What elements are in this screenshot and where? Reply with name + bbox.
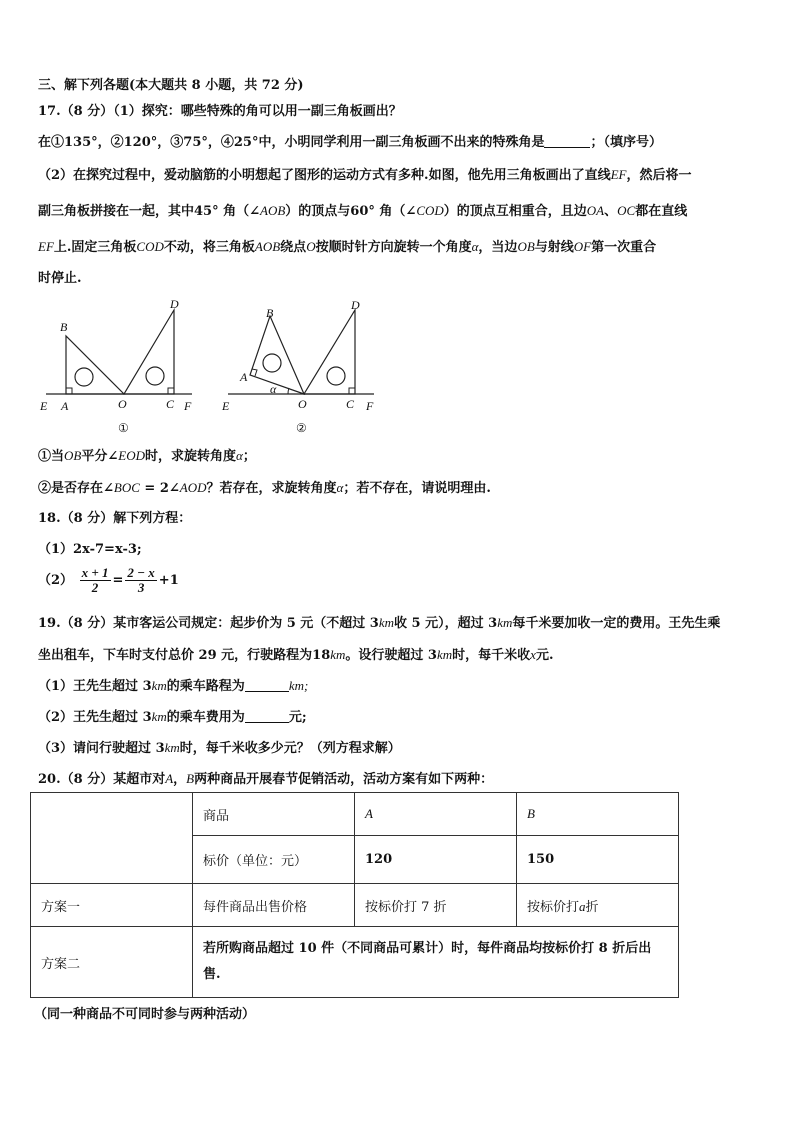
text: 。设行驶超过 3: [345, 648, 437, 663]
q19-part1: [38, 677, 308, 696]
q17-part1-tail: ；（填序号）: [590, 135, 662, 150]
fraction-left: [80, 566, 111, 595]
unit-km: km: [497, 615, 513, 630]
var-alpha: α: [471, 239, 479, 254]
var-of: OF: [573, 239, 592, 254]
q18-eq2: [38, 566, 179, 596]
q19-part2: [38, 708, 307, 727]
figure-1: [36, 296, 200, 436]
plan2-desc-line2: 售.: [203, 967, 221, 982]
label-e: E: [222, 399, 230, 413]
var-ef: EF: [38, 239, 54, 254]
text: ②是否存在∠: [38, 481, 114, 496]
label-f: F: [184, 399, 192, 413]
q17-part1: [38, 134, 662, 152]
label-a: A: [240, 370, 248, 384]
table-cell: 标价（单位：元）: [193, 836, 355, 884]
q17-part2-line3: [38, 238, 656, 257]
var-eod: EOD: [118, 448, 145, 463]
triangle-hole: [146, 367, 164, 385]
unit-km: km: [436, 647, 453, 662]
eq-label: （2）: [38, 573, 74, 588]
q17-sub2: [38, 479, 491, 498]
unit-km: km;: [288, 678, 309, 693]
q17-intro: 17.（8 分）（1）探究：哪些特殊的角可以用一副三角板画出？: [38, 104, 402, 119]
var-cod: COD: [136, 239, 164, 254]
q18-intro: 18.（8 分）解下列方程：: [38, 511, 192, 526]
label-b: B: [266, 306, 274, 320]
denominator: 3: [137, 580, 145, 595]
text: ）的顶点与60° 角（∠: [285, 204, 417, 219]
unit-km: km: [330, 647, 346, 662]
text: 坐出租车，下车时支付总价 29 元，行驶路程为18: [38, 648, 331, 663]
text: 第一次重合: [591, 240, 657, 255]
q20-intro: [38, 770, 493, 789]
text: 时，每千米收多少元？（列方程求解）: [179, 741, 401, 756]
table-cell-empty: [31, 793, 193, 884]
var-alpha: α: [336, 480, 344, 495]
equals-sign: =: [112, 573, 124, 588]
text: 的乘车路程为: [166, 679, 245, 694]
unit-km: km: [151, 678, 167, 693]
label-c: C: [166, 397, 175, 411]
var-alpha: α: [236, 448, 243, 463]
answer-blank: [245, 710, 289, 723]
unit-km: km: [164, 740, 180, 755]
q17-part1-text: 在①135°，②120°，③75°，④25°中，小明同学利用一副三角板画不出来的特殊角是: [38, 135, 545, 150]
text: 上.固定三角板: [53, 240, 137, 255]
goods-b: B: [527, 806, 535, 821]
plan2-desc-line1: 若所购商品超过 10 件（不同商品可累计）时，每件商品均按标价打 8 折后出: [203, 941, 652, 956]
text: 、: [604, 204, 618, 219]
table-cell: 方案一: [31, 884, 193, 927]
answer-blank: [245, 679, 289, 692]
right-angle-mark: [66, 388, 72, 394]
triangle-aob: [66, 336, 124, 394]
table-row: [31, 793, 679, 836]
var-a-discount: a: [579, 898, 586, 914]
triangle-hole: [75, 368, 93, 386]
text: 按顺时针方向旋转一个角度: [315, 240, 472, 255]
q18-eq1: （1）2x-7=x-3;: [38, 542, 142, 557]
text: （2）王先生超过 3: [38, 710, 152, 725]
q17-sub1: [38, 447, 256, 466]
numerator: x + 1: [81, 565, 109, 580]
text: 绕点: [280, 240, 307, 255]
text: 每千米要加收一定的费用。王先生乘: [512, 616, 721, 631]
numerator: 2 − x: [127, 565, 155, 580]
text: ，然后将一: [626, 168, 692, 183]
text: 收 5 元），超过 3: [394, 616, 498, 631]
var-ob: OB: [517, 239, 535, 254]
text: 与射线: [534, 240, 574, 255]
var-x: x: [530, 647, 536, 662]
label-o: O: [298, 397, 307, 411]
fraction-right: [125, 566, 156, 595]
text: 19.（8 分）某市客运公司规定：起步价为 5 元（不超过 3: [38, 616, 379, 631]
q20-note: （同一种商品不可同时参与两种活动）: [34, 1007, 256, 1022]
text: = 2∠: [139, 481, 180, 496]
plus-one: +1: [158, 573, 179, 588]
text: ，当边: [478, 240, 518, 255]
var-oa: OA: [586, 203, 605, 218]
answer-blank: [544, 135, 590, 148]
label-alpha: α: [270, 382, 277, 396]
text: ；: [242, 449, 256, 464]
q17-part2-line1: [38, 166, 691, 185]
table-cell: 商品: [193, 793, 355, 836]
text: ，: [173, 772, 187, 787]
text: （3）请问行驶超过 3: [38, 741, 165, 756]
table-cell: [517, 884, 679, 927]
label-d: D: [170, 297, 179, 311]
text: 的乘车费用为: [166, 710, 245, 725]
var-oc: OC: [617, 203, 636, 218]
text: 时，求旋转角度: [144, 449, 236, 464]
triangle-hole: [327, 367, 345, 385]
text: ；若不存在，请说明理由.: [343, 481, 491, 496]
var-o: O: [306, 239, 316, 254]
label-b: B: [60, 320, 68, 334]
label-d: D: [351, 298, 360, 312]
unit-km: km: [151, 709, 167, 724]
promotion-table: [30, 792, 679, 998]
right-angle-mark: [252, 369, 257, 376]
goods-a: A: [365, 806, 373, 821]
triangle-cod: [124, 310, 174, 394]
text: 按标价打: [527, 899, 580, 915]
label-c: C: [346, 397, 355, 411]
text: 平分∠: [81, 449, 119, 464]
table-cell: 120: [355, 836, 517, 884]
label-f: F: [366, 399, 374, 413]
q17-part2-line2: [38, 202, 687, 221]
var-aod: AOD: [179, 480, 207, 495]
var-boc: BOC: [113, 480, 140, 495]
table-cell: 方案二: [31, 927, 193, 998]
table-row: [31, 927, 679, 998]
section-heading: 三、解下列各题(本大题共 8 小题，共 72 分): [38, 78, 304, 93]
text: （1）王先生超过 3: [38, 679, 152, 694]
label-o: O: [118, 397, 127, 411]
var-b: B: [186, 771, 195, 786]
var-aob: AOB: [254, 239, 281, 254]
table-cell: [355, 793, 517, 836]
table-row: [31, 884, 679, 927]
figure-1-caption: ①: [118, 421, 129, 435]
table-cell: 按标价打 7 折: [355, 884, 517, 927]
q19-line1: [38, 614, 720, 633]
text: ①当: [38, 449, 65, 464]
text: 副三角板拼接在一起，其中45° 角（∠: [38, 204, 261, 219]
right-angle-mark: [168, 388, 174, 394]
text: 元.: [535, 648, 554, 663]
text: 折: [585, 899, 599, 915]
q17-part2-line4: 时停止.: [38, 271, 82, 286]
text: ）的顶点互相重合，且边: [443, 204, 587, 219]
var-aob: AOB: [260, 203, 286, 218]
var-ef: EF: [610, 167, 627, 182]
table-cell: [193, 927, 679, 998]
text: 时，每千米收: [452, 648, 531, 663]
var-ob: OB: [64, 448, 82, 463]
var-cod: COD: [416, 203, 444, 218]
unit-km: km: [378, 615, 395, 630]
triangle-hole: [263, 354, 281, 372]
text: （2）在探究过程中，爱动脑筋的小明想起了图形的运动方式有多种.如图，他先用三角板画出了直线: [38, 168, 611, 183]
q19-part3: [38, 739, 401, 758]
figure-2-caption: ②: [296, 421, 307, 435]
label-a: A: [61, 399, 69, 413]
table-cell: 每件商品出售价格: [193, 884, 355, 927]
text: ？若存在，求旋转角度: [206, 481, 337, 496]
denominator: 2: [91, 580, 99, 595]
var-a: A: [165, 771, 174, 786]
table-cell: 150: [517, 836, 679, 884]
table-cell: [517, 793, 679, 836]
text: 元;: [288, 710, 307, 725]
text: 20.（8 分）某超市对: [38, 772, 166, 787]
text: 两种商品开展春节促销活动，活动方案有如下两种：: [194, 772, 494, 787]
right-angle-mark: [349, 388, 355, 394]
text: 都在直线: [635, 204, 688, 219]
q19-line2: [38, 646, 553, 665]
text: 不动，将三角板: [163, 240, 255, 255]
figure-2: [218, 296, 382, 436]
label-e: E: [40, 399, 48, 413]
